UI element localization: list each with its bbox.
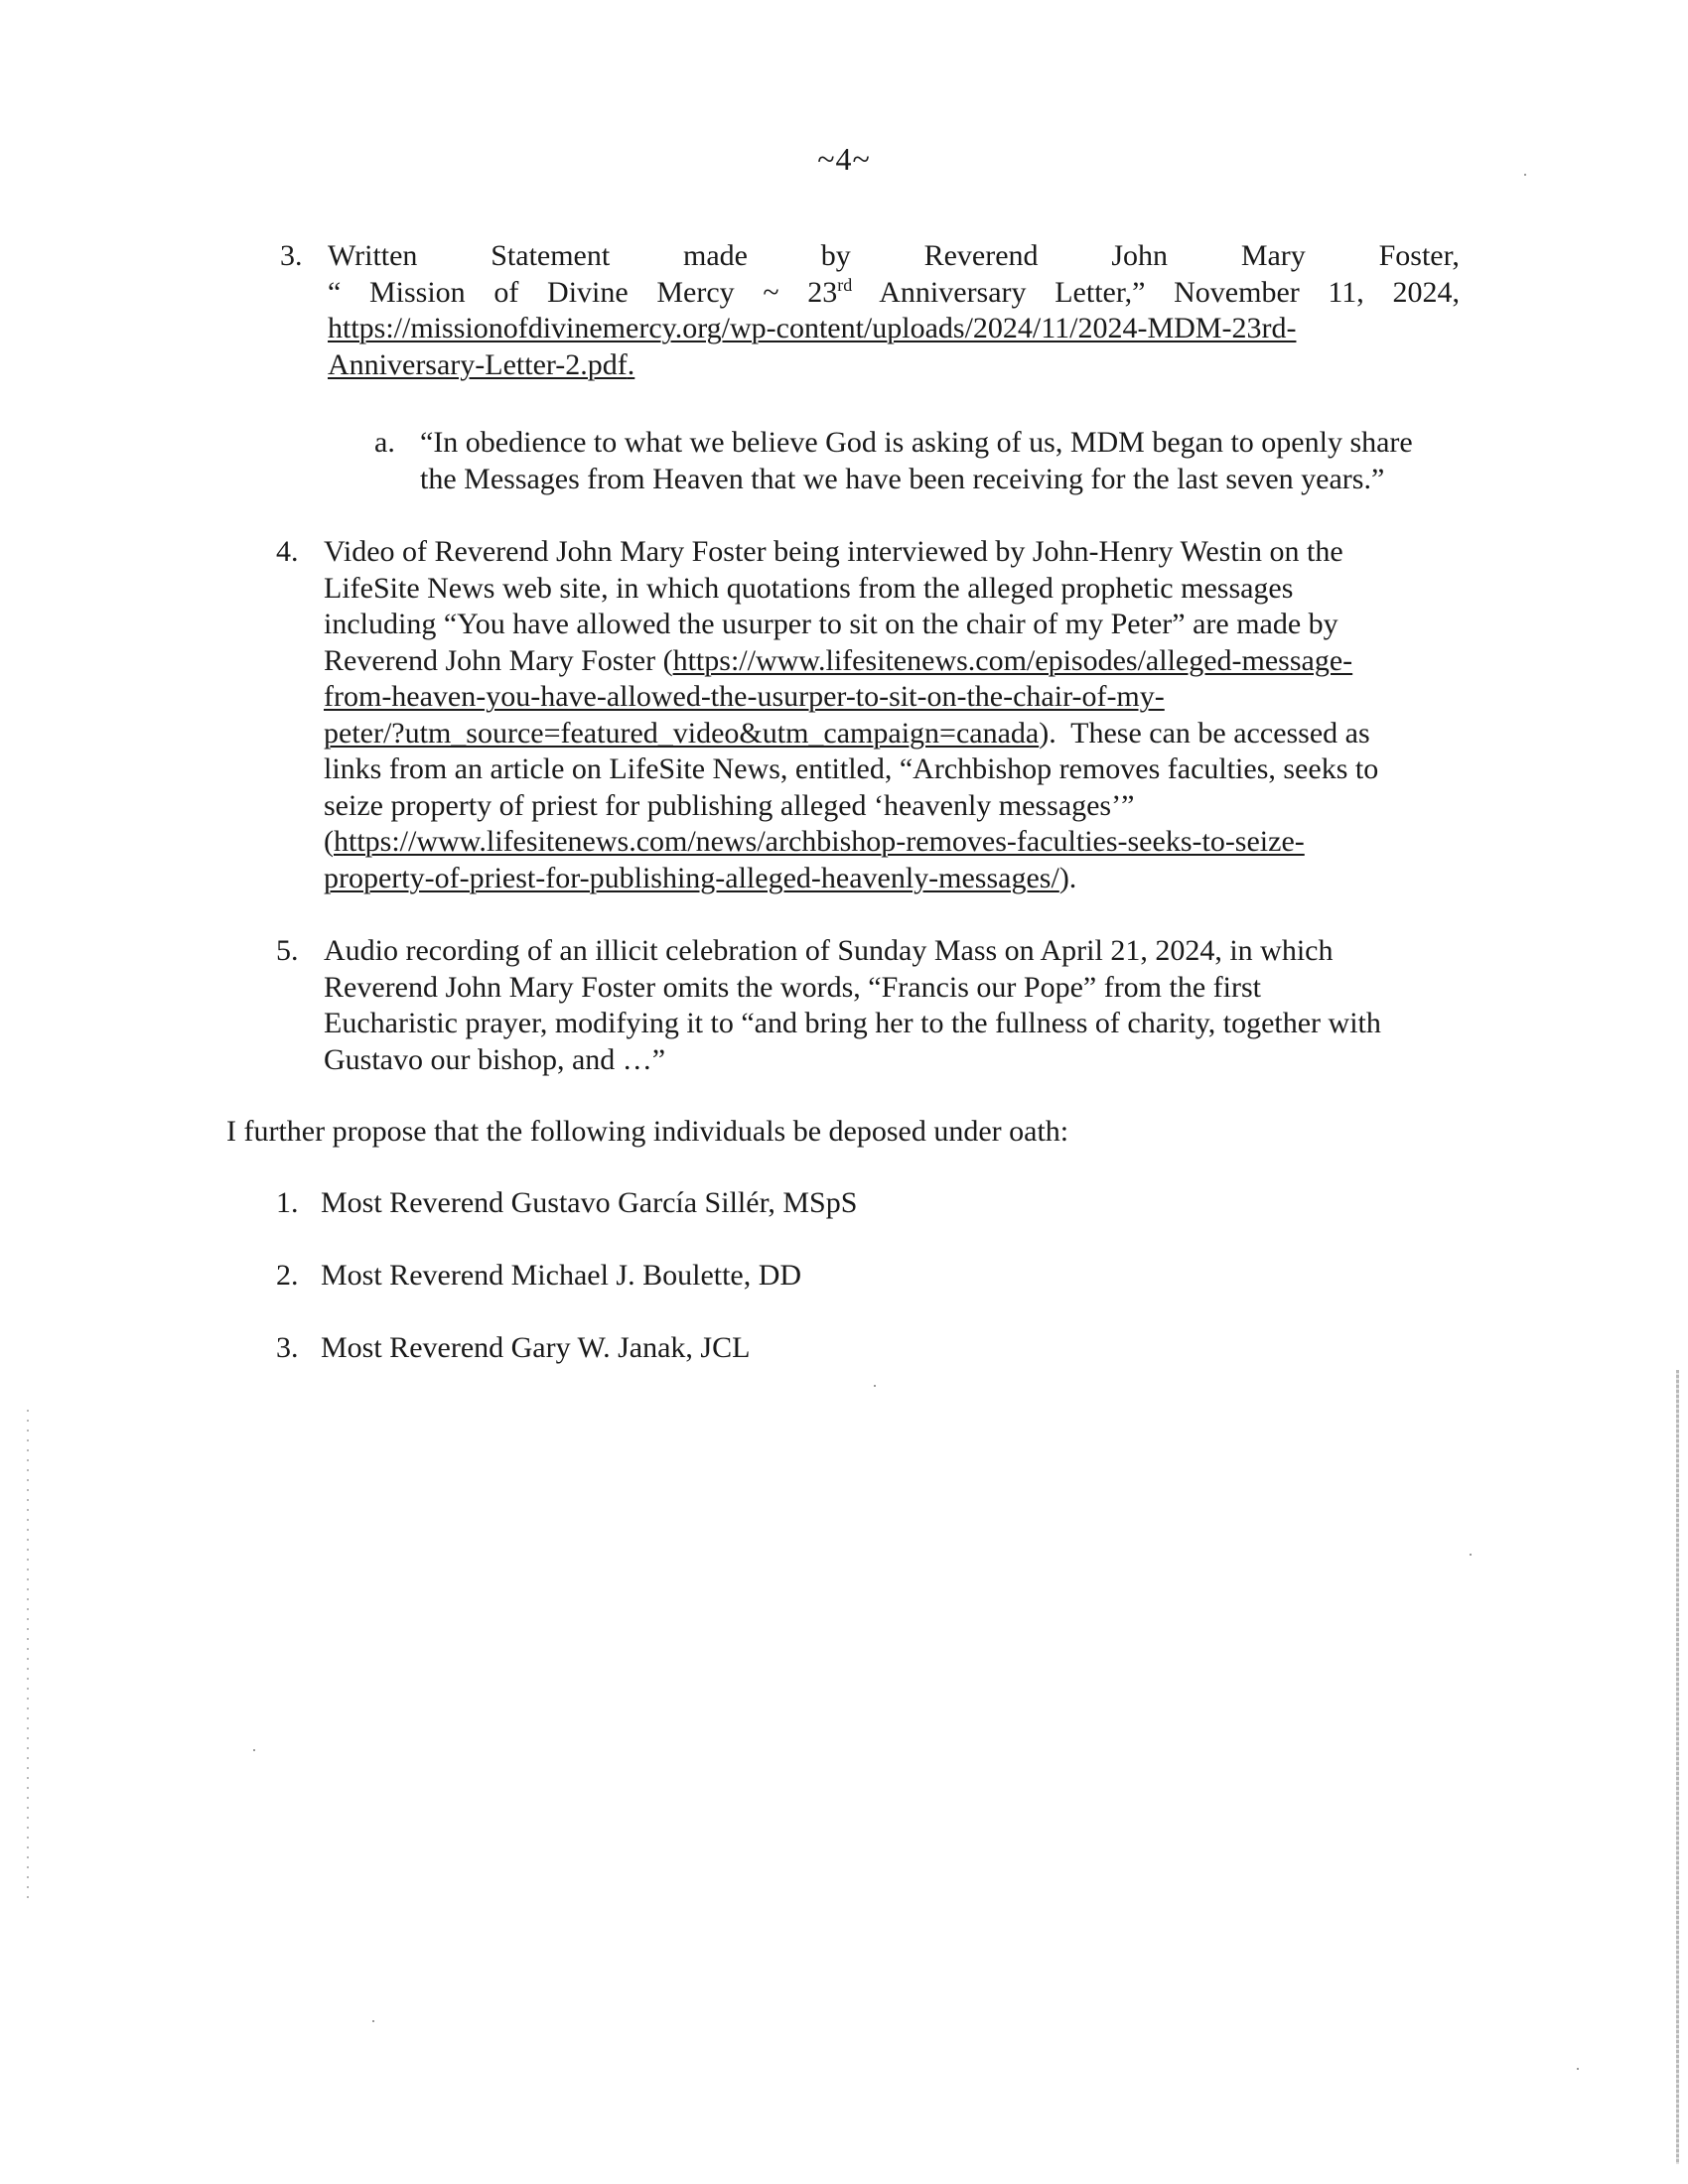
text: ). These can be accessed as — [1039, 716, 1370, 750]
scan-speck — [372, 2020, 374, 2022]
item-3-line-2 — [328, 275, 1460, 312]
word: John — [1111, 239, 1169, 272]
evidence-item-5 — [324, 933, 1476, 1078]
lifesite-episode-link-part-3[interactable]: peter/?utm_source=featured_video&utm_campaign=canada — [324, 716, 1040, 750]
mdm-letter-link-part-1[interactable]: https://missionofdivinemercy.org/wp-content/uploads/2024/11/2024-MDM-23rd- — [328, 312, 1297, 344]
item-number: 3. — [280, 239, 303, 272]
lifesite-article-link-part-1[interactable]: https://www.lifesitenews.com/news/archbishop-removes-faculties-seeks-to-seize- — [334, 825, 1305, 858]
sub-item-label: a. — [374, 426, 395, 459]
item-4-line-9 — [324, 824, 1476, 861]
deponent-name: Most Reverend Gary W. Janak, JCL — [321, 1331, 751, 1364]
scan-speck — [1577, 2068, 1579, 2070]
item-3-line-1 — [328, 238, 1460, 275]
word: Reverend — [923, 239, 1039, 272]
letter-title-text: “ Mission of Divine Mercy ~ 23 — [328, 275, 838, 309]
item-3-link[interactable] — [328, 311, 1460, 383]
word: Mary — [1240, 239, 1306, 272]
item-4-line-7: links from an article on LifeSite News, entitled, “Archbishop removes faculties, seeks to — [324, 752, 1379, 785]
text: ). — [1058, 861, 1077, 894]
word: made — [683, 239, 748, 272]
page-number: ~4~ — [817, 141, 871, 177]
deponent-number: 3. — [276, 1331, 299, 1364]
deponent-number: 2. — [276, 1259, 299, 1292]
deposition-intro: I further propose that the following individuals be deposed under oath: — [226, 1115, 1069, 1148]
word: Written — [328, 239, 418, 272]
scan-edge-artifact — [1676, 1370, 1679, 2164]
scan-speck — [1524, 174, 1526, 176]
link-period: . — [627, 347, 635, 381]
scan-speck — [874, 1385, 876, 1387]
item-4-line-2: LifeSite News web site, in which quotations from the alleged prophetic messages — [324, 571, 1294, 605]
item-5-line-2: Reverend John Mary Foster omits the words, “Francis our Pope” from the first — [324, 970, 1261, 1004]
word: Foster, — [1378, 239, 1460, 272]
item-4-line-6 — [324, 716, 1476, 752]
item-5-line-1: Audio recording of an illicit celebration of Sunday Mass on April 21, 2024, in which — [324, 934, 1334, 967]
evidence-item-3 — [328, 238, 1460, 383]
text: ( — [324, 825, 334, 858]
ordinal-suffix: rd — [837, 274, 853, 295]
lifesite-article-link-part-2[interactable]: property-of-priest-for-publishing-alleged-heavenly-messages/ — [324, 861, 1059, 894]
sub-item-a — [420, 425, 1463, 497]
item-4-line-4 — [324, 643, 1476, 680]
item-4-line-10 — [324, 861, 1476, 897]
scan-edge-artifact — [27, 1410, 29, 1906]
item-5-line-4: Gustavo our bishop, and …” — [324, 1042, 666, 1076]
lifesite-episode-link-part-2[interactable]: from-heaven-you-have-allowed-the-usurper-to-sit-on-the-chair-of-my- — [324, 680, 1165, 713]
quote-line-2: the Messages from Heaven that we have been receiving for the last seven years.” — [420, 462, 1385, 495]
deponent-name: Most Reverend Gustavo García Sillér, MSpS — [321, 1186, 858, 1219]
item-4-line-1: Video of Reverend John Mary Foster being interviewed by John-Henry Westin on the — [324, 535, 1343, 568]
mdm-letter-link-part-2[interactable]: Anniversary-Letter-2.pdf — [328, 347, 628, 381]
word: by — [820, 239, 851, 272]
deponent-name: Most Reverend Michael J. Boulette, DD — [321, 1259, 802, 1292]
scan-speck — [253, 1749, 255, 1751]
word: Statement — [491, 239, 611, 272]
item-5-line-3: Eucharistic prayer, modifying it to “and bring her to the fullness of charity, together with — [324, 1007, 1381, 1039]
scan-speck — [1470, 1554, 1472, 1556]
item-4-line-8: seize property of priest for publishing alleged ‘heavenly messages’” — [324, 788, 1135, 822]
item-number: 4. — [276, 535, 299, 568]
evidence-item-4 — [324, 534, 1476, 896]
deponent-number: 1. — [276, 1186, 299, 1219]
text: Reverend John Mary Foster ( — [324, 643, 673, 677]
item-4-line-3: including “You have allowed the usurper to sit on the chair of my Peter” are made by — [324, 608, 1338, 640]
letter-date-text: Anniversary Letter,” November 11, 2024, — [852, 275, 1460, 309]
quote-line-1: “In obedience to what we believe God is asking of us, MDM began to openly share — [420, 426, 1413, 459]
lifesite-episode-link-part-1[interactable]: https://www.lifesitenews.com/episodes/alleged-message- — [672, 643, 1353, 677]
item-number: 5. — [276, 934, 299, 967]
